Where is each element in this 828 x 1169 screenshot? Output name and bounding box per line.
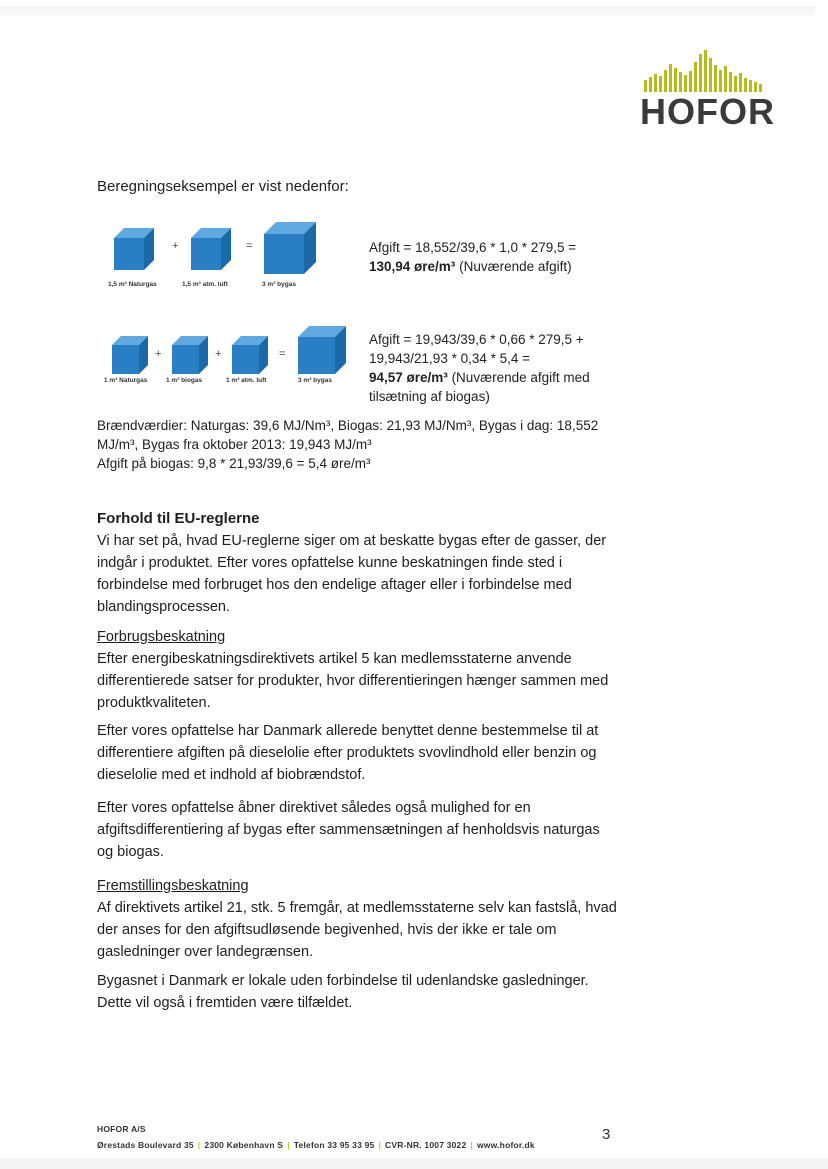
cube-air-icon [191, 228, 231, 270]
heating-values-block [97, 416, 627, 473]
formula-example-1 [369, 238, 576, 276]
result-value: 94,57 øre/m³ [369, 370, 448, 385]
cube-label: 1,5 m³ Naturgas [108, 281, 157, 288]
heating-values-line: Brændværdier: Naturgas: 39,6 MJ/Nm³, Biogas: 21,93 MJ/Nm³, Bygas i dag: 18,552 [97, 418, 599, 433]
heating-values-line: MJ/m³, Bygas fra oktober 2013: 19,943 MJ/m³ [97, 437, 372, 452]
plus-sign: + [155, 348, 162, 360]
equals-sign: = [246, 240, 253, 252]
paragraph-block [97, 970, 617, 1014]
footer-address: Ørestads Boulevard 35 [97, 1140, 194, 1150]
footer-company: HOFOR A/S [97, 1124, 146, 1134]
top-scan-edge [0, 6, 815, 16]
cube-label: 1 m³ biogas [166, 377, 203, 384]
footer-website-link[interactable]: www.hofor.dk [477, 1140, 535, 1150]
cube-label: 1 m³ atm. luft [226, 377, 267, 384]
cube-naturgas-icon [112, 336, 148, 374]
cube-bygas-icon [264, 222, 316, 274]
result-value: 130,94 øre/m³ [369, 259, 456, 274]
equals-sign: = [279, 348, 286, 360]
paragraph-block [97, 797, 617, 863]
footer-city: 2300 København S [204, 1140, 284, 1150]
paragraph-block [97, 720, 617, 786]
result-note: (Nuværende afgift med [451, 370, 590, 385]
footer-contact-line: Ørestads Boulevard 35 | 2300 København S | Telefon 33 95 33 95 | CVR-NR. 1007 3022 | www.hofor.dk [97, 1140, 535, 1150]
cube-label: 1 m³ Naturgas [104, 377, 148, 384]
cube-naturgas-icon [114, 228, 154, 270]
section-forbrug [97, 626, 617, 714]
section-subheading: Forbrugsbeskatning [97, 629, 226, 645]
cube-label: 1,5 m³ atm. luft [182, 281, 228, 288]
result-note-continued: tilsætning af biogas) [369, 389, 490, 404]
formula-result [369, 368, 590, 387]
intro-text: Beregningseksempel er vist nedenfor: [97, 178, 349, 195]
page-footer [97, 1121, 535, 1153]
plus-sign: + [172, 240, 179, 252]
cube-label: 3 m³ bygas [298, 377, 332, 384]
cube-air-icon [232, 336, 268, 374]
footer-cvr: CVR-NR. 1007 3022 [385, 1140, 467, 1150]
section-eu [97, 508, 617, 618]
logo-wordmark: HOFOR [640, 91, 775, 132]
formula-line: Afgift = 19,943/39,6 * 0,66 * 279,5 + [369, 332, 584, 347]
biogas-tax-line: Afgift på biogas: 9,8 * 21,93/39,6 = 5,4 øre/m³ [97, 456, 371, 471]
section-fremstilling [97, 875, 617, 963]
cube-biogas-icon [172, 336, 208, 374]
result-note: (Nuværende afgift) [459, 259, 572, 274]
bottom-scan-edge [0, 1158, 828, 1169]
hofor-logo [640, 50, 775, 132]
formula-line: 19,943/21,93 * 0,34 * 5,4 = [369, 351, 531, 366]
section-heading: Forhold til EU-reglerne [97, 510, 260, 527]
formula-result [369, 257, 576, 276]
section-paragraph: Bygasnet i Danmark er lokale uden forbindelse til udenlandske gasledninger. Dette vil også i fremtiden være tilfældet. [97, 973, 589, 1011]
formula-line: Afgift = 18,552/39,6 * 1,0 * 279,5 = [369, 240, 577, 255]
section-paragraph: Efter energibeskatningsdirektivets artikel 5 kan medlemsstaterne anvende differentierede satser for produkter, hvor differentieringen hænger sammen med produktkvaliteten. [97, 651, 609, 711]
section-subheading: Fremstillingsbeskatning [97, 878, 249, 894]
section-paragraph: Efter vores opfattelse åbner direktivet således også mulighed for en afgiftsdifferentiering af bygas efter sammensætningen af henholdsvis naturgas og biogas. [97, 800, 600, 860]
page-number: 3 [602, 1126, 611, 1143]
cube-label: 3 m³ bygas [262, 281, 296, 288]
footer-phone: Telefon 33 95 33 95 [293, 1140, 375, 1150]
section-paragraph: Efter vores opfattelse har Danmark allerede benyttet denne bestemmelse til at differentiere afgiften på dieselolie efter produktets svovlindhold eller benzin og dieselolie med et indhold af biobrændstof. [97, 723, 599, 783]
section-paragraph: Af direktivets artikel 21, stk. 5 fremgår, at medlemsstaterne selv kan fastslå, hvad der anses for den afgiftsudløsende begivenhed, hvis der ikke er tale om gasledninger over landegrænsen. [97, 900, 617, 960]
cube-bygas-icon [298, 326, 346, 374]
logo-bars-graphic [644, 50, 764, 92]
formula-example-2 [369, 330, 590, 406]
section-paragraph: Vi har set på, hvad EU-reglerne siger om at beskatte bygas efter de gasser, der indgår i produktet. Efter vores opfattelse kunne beskatningen finde sted i forbindelse med forbruget hos den endelige aftager eller i forbindelse med blandingsprocessen. [97, 533, 607, 615]
plus-sign: + [215, 348, 222, 360]
